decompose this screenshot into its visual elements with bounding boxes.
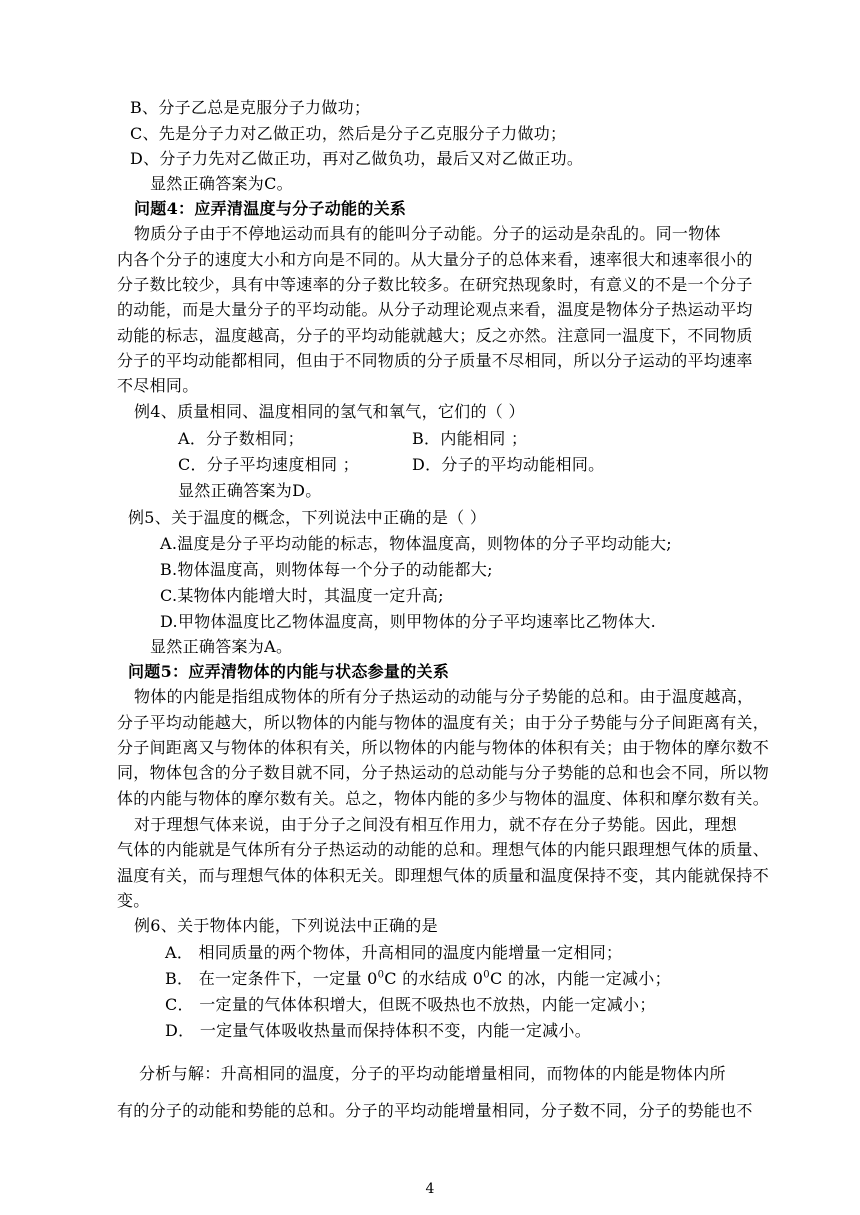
option-text: C 的冰，内能一定减小； <box>489 969 671 988</box>
paragraph-line: 动能的标志，温度越高，分子的平均动能就越大；反之亦然。注意同一温度下，不同物质 <box>117 326 753 345</box>
example-5-answer: 显然正确答案为A。 <box>150 637 293 656</box>
paragraph-line: 温度有关，而与理想气体的体积无关。即理想气体的质量和温度保持不变，其内能就保持不 <box>117 866 770 885</box>
example-5-option-c: C.某物体内能增大时，其温度一定升高; <box>160 586 444 605</box>
answer-line: 显然正确答案为C。 <box>150 174 293 193</box>
paragraph-line: 分子间距离又与物体的体积有关，所以物体的内能与物体的体积有关；由于物体的摩尔数不 <box>117 738 770 757</box>
option-b-line: B、分子乙总是克服分子力做功； <box>130 98 371 117</box>
paragraph-line: 内各个分子的速度大小和方向是不同的。从大量分子的总体来看，速率很大和速率很小的 <box>117 250 753 269</box>
example-5-option-b: B.物体温度高，则物体每一个分子的动能都大; <box>160 560 493 579</box>
example-4-question: 例4、质量相同、温度相同的氢气和氧气，它们的（ ） <box>134 402 525 421</box>
section-heading-4: 问题4：应弄清温度与分子动能的关系 <box>134 199 407 218</box>
paragraph-line: 分子的平均动能都相同，但由于不同物质的分子质量不尽相同，所以分子运动的平均速率 <box>117 351 753 370</box>
example-6-question: 例6、关于物体内能，下列说法中正确的是 <box>134 916 438 935</box>
example-6-option-c: C． 一定量的气体体积增大，但既不吸热也不放热，内能一定减小； <box>165 995 656 1014</box>
example-6-option-d: D． 一定量气体吸收热量而保持体积不变，内能一定减小。 <box>165 1021 592 1040</box>
option-d-line: D、分子力先对乙做正功，再对乙做负功，最后又对乙做正功。 <box>130 149 584 168</box>
paragraph-line: 气体的内能就是气体所有分子热运动的动能的总和。理想气体的内能只跟理想气体的质量、 <box>117 840 770 859</box>
paragraph-line: 物质分子由于不停地运动而具有的能叫分子动能。分子的运动是杂乱的。同一物体 <box>134 224 721 243</box>
section-heading-5: 问题5：应弄清物体的内能与状态参量的关系 <box>128 662 450 681</box>
analysis-line: 有的分子的动能和势能的总和。分子的平均动能增量相同，分子数不同，分子的势能也不 <box>117 1101 753 1120</box>
example-5-option-d: D.甲物体温度比乙物体温度高，则甲物体的分子平均速率比乙物体大. <box>160 612 657 631</box>
example-6-option-b <box>165 969 671 989</box>
example-4-option-c: C．分子平均速度相同 ； <box>178 455 359 474</box>
analysis-line: 分析与解：升高相同的温度，分子的平均动能增量相同，而物体的内能是物体内所 <box>139 1064 726 1083</box>
paragraph-line: 的动能，而是大量分子的平均动能。从分子动理论观点来看，温度是物体分子热运动平均 <box>117 300 753 319</box>
paragraph-line: 物体的内能是指组成物体的所有分子热运动的动能与分子势能的总和。由于温度越高， <box>134 687 754 706</box>
paragraph-line: 体的内能与物体的摩尔数有关。总之，物体内能的多少与物体的温度、体积和摩尔数有关。 <box>117 789 770 808</box>
example-5-question: 例5、关于温度的概念，下列说法中正确的是（ ） <box>128 508 487 527</box>
example-6-option-a: A． 相同质量的两个物体，升高相同的温度内能增量一定相同； <box>165 943 623 962</box>
example-4-option-a: A．分子数相同； <box>178 429 304 448</box>
option-text: C 的水结成 0 <box>384 969 484 988</box>
option-text: B． 在一定条件下，一定量 0 <box>165 969 378 988</box>
paragraph-line: 对于理想气体来说，由于分子之间没有相互作用力，就不存在分子势能。因此，理想 <box>134 815 738 834</box>
page-number: 4 <box>425 1181 435 1197</box>
degree-superscript: 0 <box>483 969 490 981</box>
paragraph-line: 同，物体包含的分子数目就不同，分子热运动的总动能与分子势能的总和也会不同，所以物 <box>117 763 770 782</box>
example-4-option-b: B．内能相同 ； <box>412 429 528 448</box>
degree-superscript: 0 <box>377 969 385 981</box>
example-4-answer: 显然正确答案为D。 <box>178 481 322 500</box>
example-4-option-d: D．分子的平均动能相同。 <box>412 455 605 474</box>
paragraph-line: 分子数比较少，具有中等速率的分子数比较多。在研究热现象时，有意义的不是一个分子 <box>117 275 753 294</box>
paragraph-line: 不尽相同。 <box>117 376 199 395</box>
paragraph-line: 分子平均动能越大，所以物体的内能与物体的温度有关；由于分子势能与分子间距离有关， <box>117 713 770 732</box>
paragraph-line: 变。 <box>117 891 150 910</box>
option-c-line: C、先是分子力对乙做正功，然后是分子乙克服分子力做功； <box>130 124 567 143</box>
example-5-option-a: A.温度是分子平均动能的标志，物体温度高，则物体的分子平均动能大; <box>160 534 672 553</box>
